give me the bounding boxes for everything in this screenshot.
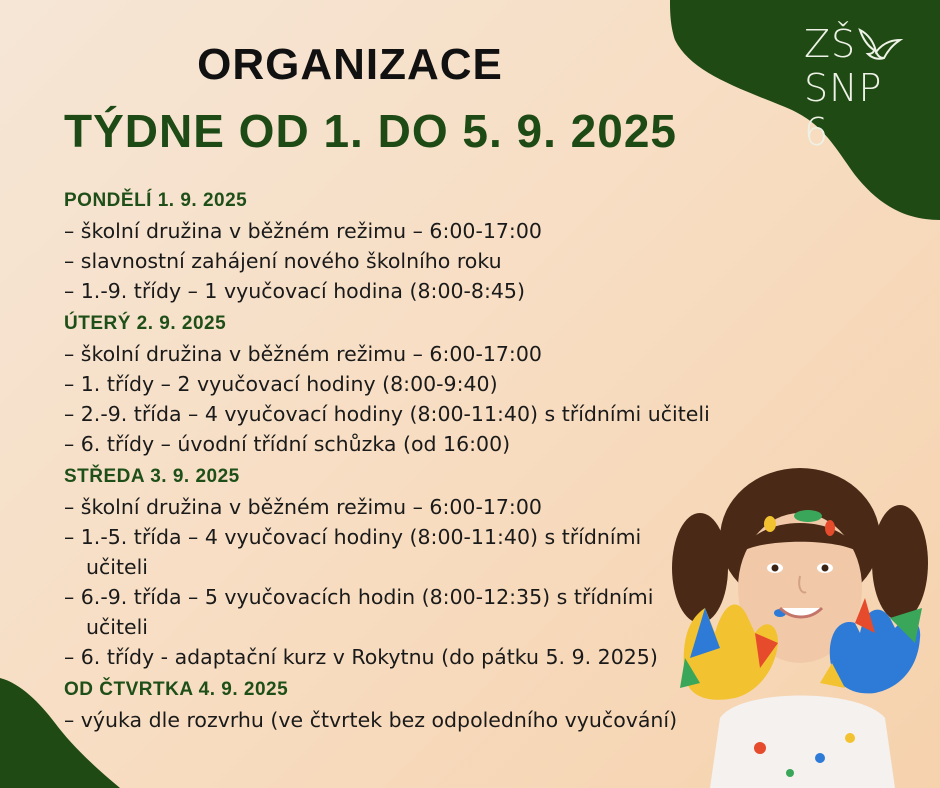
schedule-item: – 6.-9. třída – 5 vyučovacích hodin (8:00-12:35) s třídními učiteli (64, 585, 654, 639)
schedule-item: – 6. třídy – úvodní třídní schůzka (od 16:00) (64, 432, 511, 456)
schedule-item: – 1.-5. třída – 4 vyučovací hodiny (8:00-11:40) s třídními učiteli (64, 525, 642, 579)
schedule (64, 186, 744, 735)
schedule-item: – školní družina v běžném režimu – 6:00-17:00 (64, 342, 542, 366)
schedule-item: – školní družina v běžném režimu – 6:00-17:00 (64, 495, 542, 519)
schedule-item: – 1.-9. třídy – 1 vyučovací hodina (8:00-8:45) (64, 279, 525, 303)
page-title: ORGANIZACE (197, 40, 503, 89)
schedule-item: – školní družina v běžném režimu – 6:00-17:00 (64, 219, 542, 243)
logo-line2: SNP 6 (804, 66, 883, 154)
day-heading: PONDĚLÍ 1. 9. 2025 (64, 190, 248, 211)
day-heading: STŘEDA 3. 9. 2025 (64, 466, 240, 487)
schedule-item: – 1. třídy – 2 vyučovací hodiny (8:00-9:40) (64, 372, 498, 396)
girl-with-painted-hands-image (660, 458, 940, 788)
logo-line1: ZŠ (804, 22, 857, 66)
schedule-item: – výuka dle rozvrhu (ve čtvrtek bez odpoledního vyučování) (64, 708, 678, 732)
schedule-item: – 2.-9. třída – 4 vyučovací hodiny (8:00-11:40) s třídními učiteli (64, 402, 710, 426)
page-subtitle: TÝDNE OD 1. DO 5. 9. 2025 (64, 105, 678, 157)
day-heading: OD ČTVRTKA 4. 9. 2025 (64, 679, 289, 700)
bird-leaf-icon (854, 24, 906, 70)
schedule-item: – 6. třídy - adaptační kurz v Rokytnu (do pátku 5. 9. 2025) (64, 645, 658, 669)
school-logo (804, 22, 914, 154)
schedule-item: – slavnostní zahájení nového školního roku (64, 249, 502, 273)
day-heading: ÚTERÝ 2. 9. 2025 (64, 313, 227, 334)
